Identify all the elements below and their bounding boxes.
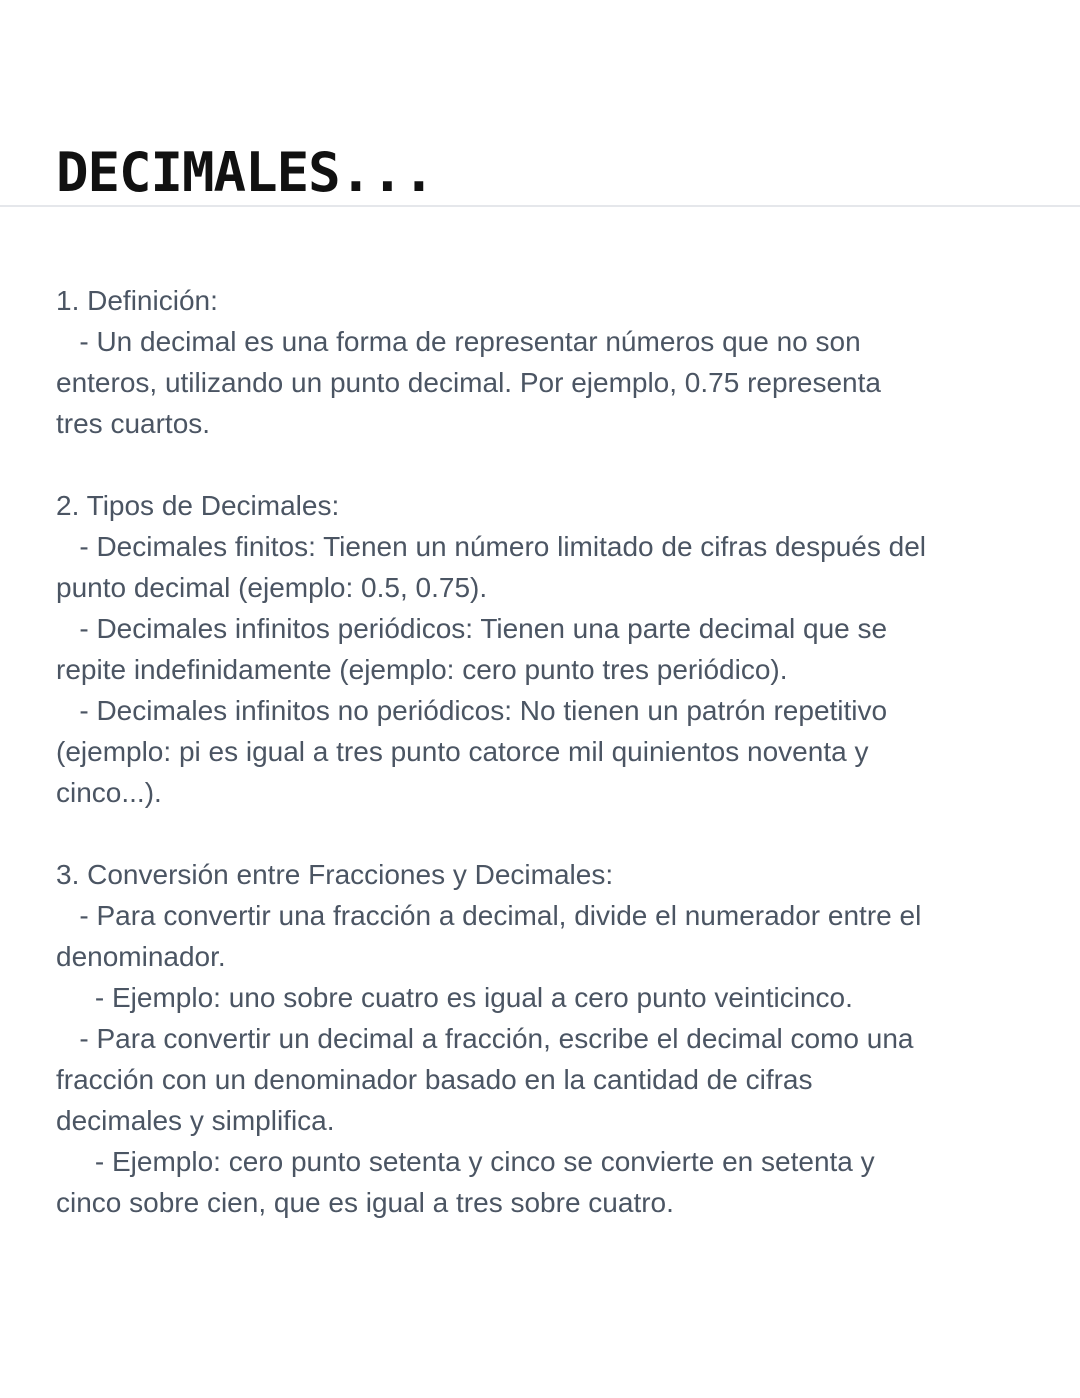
text-line: cinco sobre cien, que es igual a tres sobre cuatro. — [56, 1187, 674, 1218]
text-line: - Para convertir un decimal a fracción, escribe el decimal como una — [56, 1023, 914, 1054]
text-line: - Un decimal es una forma de representar números que no son — [56, 326, 861, 357]
text-line — [56, 444, 1056, 485]
text-line: denominador. — [56, 941, 226, 972]
text-line: fracción con un denominador basado en la cantidad de cifras — [56, 1064, 813, 1095]
text-line: tres cuartos. — [56, 408, 211, 439]
text-line: repite indefinidamente (ejemplo: cero punto tres periódico). — [56, 654, 788, 685]
document-body — [56, 280, 1056, 1223]
text-line: - Decimales finitos: Tienen un número limitado de cifras después del — [56, 531, 926, 562]
text-line — [56, 813, 1056, 854]
text-line: (ejemplo: pi es igual a tres punto catorce mil quinientos noventa y — [56, 736, 869, 767]
text-line: 1. Definición: — [56, 285, 218, 316]
text-line: 2. Tipos de Decimales: — [56, 490, 340, 521]
text-line: enteros, utilizando un punto decimal. Por ejemplo, 0.75 representa — [56, 367, 881, 398]
title-divider — [0, 205, 1080, 207]
text-line: - Decimales infinitos no periódicos: No tienen un patrón repetitivo — [56, 695, 888, 726]
text-line: cinco...). — [56, 777, 162, 808]
text-line: - Ejemplo: uno sobre cuatro es igual a cero punto veinticinco. — [56, 982, 853, 1013]
text-line: - Decimales infinitos periódicos: Tienen una parte decimal que se — [56, 613, 888, 644]
text-line: punto decimal (ejemplo: 0.5, 0.75). — [56, 572, 488, 603]
text-line: - Ejemplo: cero punto setenta y cinco se convierte en setenta y — [56, 1146, 875, 1177]
text-line: 3. Conversión entre Fracciones y Decimales: — [56, 859, 614, 890]
page-title: DECIMALES... — [56, 141, 435, 204]
text-line: decimales y simplifica. — [56, 1105, 335, 1136]
text-line: - Para convertir una fracción a decimal, divide el numerador entre el — [56, 900, 922, 931]
